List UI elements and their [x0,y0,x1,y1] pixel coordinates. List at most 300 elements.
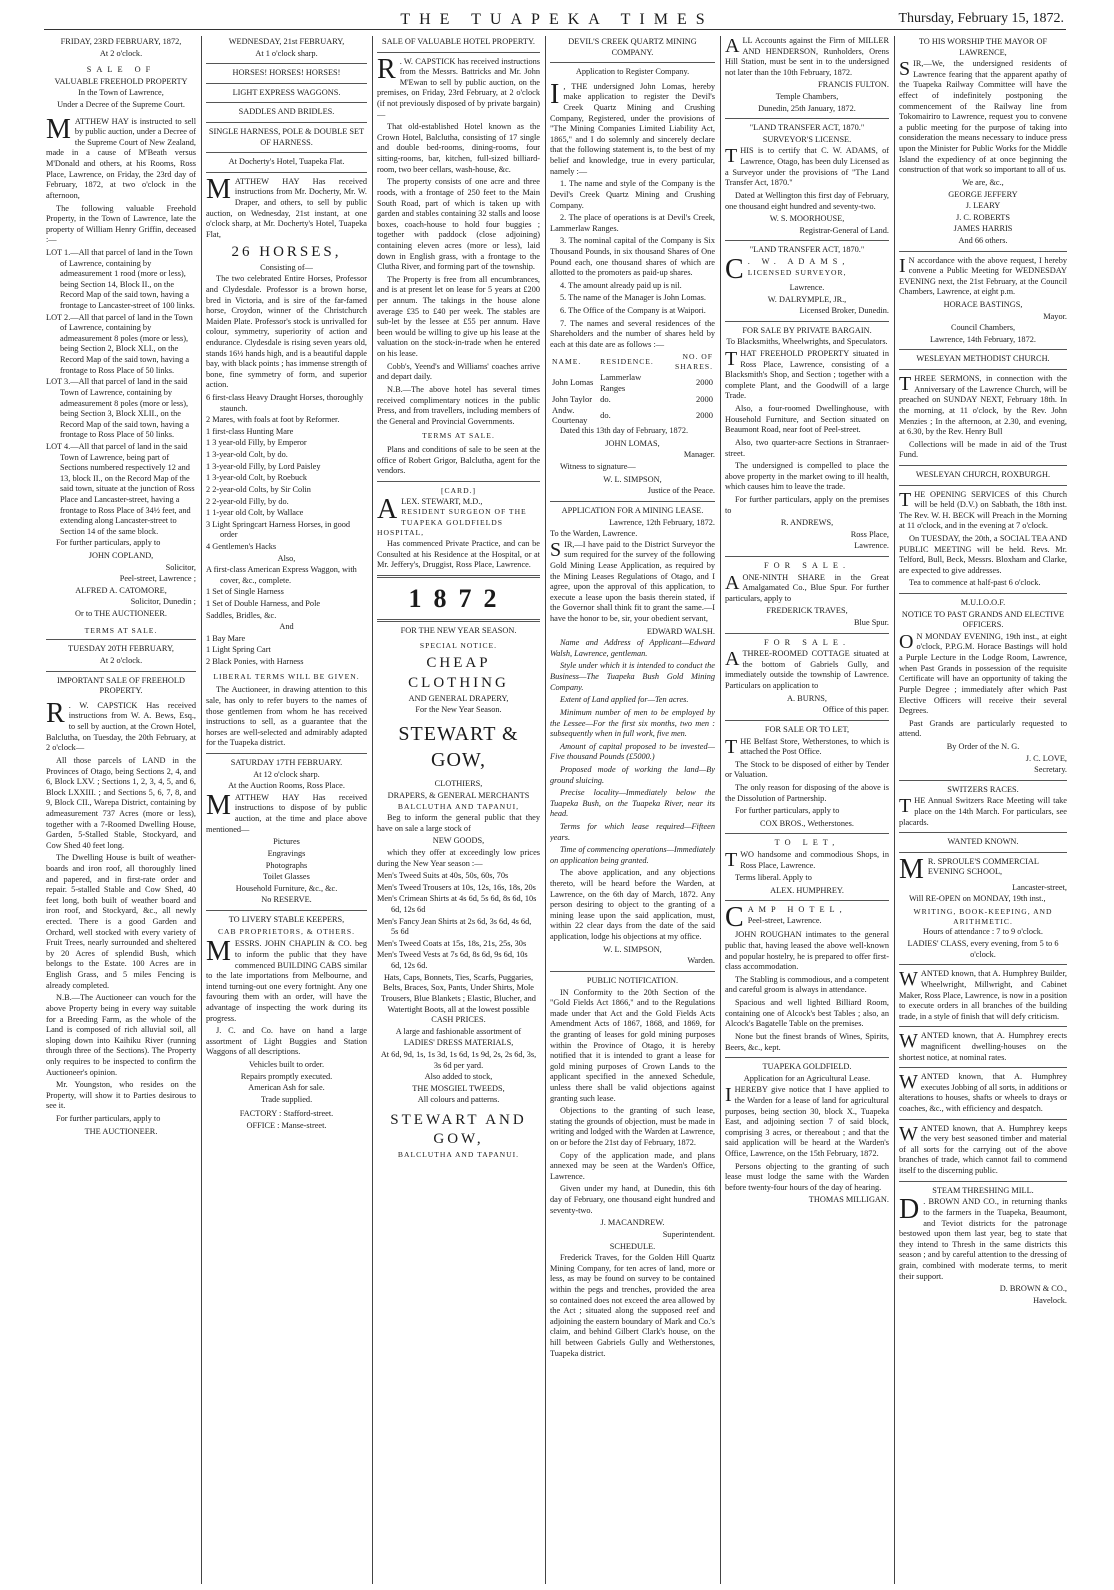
ad-title: LIGHT EXPRESS WAGGONS. [232,87,341,97]
table-header: NAME. [552,357,582,367]
ad-paragraph: LADIES' CLASS, every evening, from 5 to 6 o'clock. [907,939,1059,959]
doctor-name: LEX. STEWART, M.D., [401,496,483,506]
ad-divider [206,83,367,84]
table-row [550,372,715,394]
signatory-name: GEORGE JEFFERY [948,189,1018,199]
ad-signature: W. S. MOORHOUSE, [769,214,845,224]
column-divider [372,36,373,1584]
drop-cap: A [725,571,740,594]
table-cell: 2000 [696,393,713,404]
ad-address: Dunedin, 25th January, 1872. [758,103,856,113]
ad-subtitle: For the New Year Season. [415,705,502,715]
drop-cap: R [46,697,65,729]
list-item: 3 Light Springcart Harness Horses, in good order [206,519,351,540]
ad-subtitle: Consisting of— [260,262,313,272]
ad-address: Lancaster-street, [1012,882,1067,892]
ad-time: At 2 o'clock. [99,656,143,666]
ad-signature-title: Secretary. [1034,765,1067,775]
list-item: 6 first-class Heavy Draught Horses, thoroughly staunch. [206,393,364,413]
ad-divider [206,63,367,64]
ad-paragraph: By Order of the N. G. [946,741,1020,751]
ad-intro: THREE-ROOMED COTTAGE situated at the bottom of Gabriels Gully, and immediately outside the township of Lawrence. Particulars on application to [725,649,889,691]
ad-subtitle: AND GENERAL DRAPERY, [408,693,509,703]
drop-cap: T [725,735,738,758]
ad-intro: IR,—I have paid to the District Surveyor the sum required for the survey of the following Gold Mining Lease Application, as required by the Mining Leases Regulations of Otago, and I agree, upon the approval of this application, to execute a lease upon the basis therein stated, if the Governor shall think fit to grant the same.—I have the honor to be, sir, your obedient servant, [550,539,715,624]
signatory-name: JAMES HARRIS [953,224,1013,234]
ad-divider [899,780,1067,781]
contact-name: Or to THE AUCTIONEER. [74,609,168,619]
drop-cap: W [899,1122,918,1145]
ad-intro: HE OPENING SERVICES of this Church will be held (D.V.) on Sabbath, the 18th inst. The Rev. W. H. BECK will Preach in the Morning at 11 o'clock, and in the evening at 7 o'clock. [899,489,1067,531]
lease-detail: Name and Address of Applicant—Edward Walsh, Lawrence, gentleman. [550,638,715,658]
ad-paragraph: Dated this 13th day of February, 1872. [560,426,689,436]
lot-item: LOT 3.—All that parcel of land in the said Town of Lawrence, containing by admeasurement 8 poles (more or less), being Section 3, Block XLII., on the Record Map of the said town, having a frontage to Ross Place of 50 links. [46,377,190,440]
ad-date: Lawrence, 12th February, 1872. [609,517,715,527]
ad-title: "LAND TRANSFER ACT, 1870." [749,245,865,255]
service-line: American Ash for sale. [248,1083,325,1093]
ad-paragraph: For further particulars, apply to [735,806,840,816]
ad-paragraph: None but the finest brands of Wines, Spirits, Beers, &c., kept. [725,1031,889,1052]
column-3 [377,36,540,1584]
ad-divider [377,481,540,482]
table-cell: 2000 [696,377,713,388]
ad-paragraph: The following valuable Freehold Property, in the Town of Lawrence, late the property of William Henry Griffin, deceased :— [46,203,196,245]
list-item: 1 Set of Double Harness, and Pole [206,599,321,608]
ad-subtitle: SPECIAL NOTICE. [419,640,498,650]
list-item: Household Furniture, &c., &c. [235,883,338,893]
ad-paragraph: The property consists of one acre and three roods, with a frontage of 250 feet to the Main South Road, part of which is taken up with garden and stables containing 32 stalls and loose boxes, coach-house to hold four buggies ; together with paddock (close adjoining) containing eleven acres (more or less), laid down in English grass, with a frontage to the Clutha River, and forming part of the township. [377,177,540,272]
ad-intro: WO handsome and commodious Shops, in Ross Place, Lawrence. [740,850,889,870]
drop-cap: A [725,648,740,671]
table-row [550,405,715,427]
store-name: STEWART & GOW, [398,723,519,771]
ad-signature: W. L. SIMPSON, [603,944,662,954]
ad-title: "LAND TRANSFER ACT, 1870." [749,123,865,133]
list-item: 1 3 year-old Filly, by Emperor [206,438,307,448]
list-item: 1 1-year old Colt, by Wallace [206,508,304,518]
ad-signature: W. L. SIMPSON, [603,474,662,484]
ad-divider [46,671,196,672]
ad-intro: ATTHEW HAY Has received instructions to dispose of by public auction, at the time and place above mentioned— [206,792,367,834]
ad-intro: ESSRS. JOHN CHAPLIN & CO. beg to inform the public that they have commenced BUILDING CABS similar to the late importations from Melbourne, and intend turning-out one every fortnight. Any one favouring them with an order, will have the advantage of inspecting the work during its progress. [206,939,367,1023]
column-6 [899,36,1067,1584]
ad-address: Lawrence. [789,282,825,292]
lot-item: LOT 2.—All that parcel of land in the Town of Lawrence, containing by admeasurement 8 poles (more or less), being Section 2, Block XLI., on the Record Map of the said town, having a frontage to Ross Place of 50 links. [46,312,193,375]
ad-title: NOTICE TO PAST GRANDS AND ELECTIVE OFFICERS. [901,609,1065,630]
ad-paragraph: Also added to stock, [424,1072,493,1082]
ad-intro: IR,—We, the undersigned residents of Lawrence fearing that the apparent apathy of the Tuapeka Railway Committee will have the effect of indefinitely postponing the commencement of the Railway line from Tokomairiro to Lawrence, request you to convene a public meeting for the purpose of taking into consideration the means necessary to induce press upon the Minister for Public Works for the Middle Island the expediency of at once beginning the construction of that work so important to all of us. [899,59,1067,175]
ad-title: APPLICATION FOR A MINING LEASE. [561,505,704,515]
ad-subtitle: CLOTHIERS, [434,779,483,789]
ad-paragraph: And 66 others. [958,235,1008,245]
ad-paragraph: Copy of the application made, and plans annexed may be seen at the Warden's Office, Lawrence. [550,1150,715,1181]
table-cell: Andw. Courtenay [552,404,588,426]
ad-title: SCHEDULE. [609,1241,656,1251]
ad-signature: COX BROS., Wetherstones. [760,818,854,828]
year-banner: 1872 [408,583,509,613]
broker-title: Licensed Broker, Dunedin. [799,306,889,316]
price-item: Men's Tweed Suits at 40s, 50s, 60s, 70s [377,871,509,881]
ad-intro: . BROWN AND CO., in returning thanks to the farmers in the Tuapeka, Beaumont, and Teviot districts for the patronage bestowed upon them last year, beg to state that they intend to Thresh in the same districts this season ; and by careful attention to the dressing of grain, combined with moderate terms, to merit their support. [899,1197,1067,1281]
ad-signature-title: Mayor. [1043,311,1067,321]
ad-title: SURVEYOR'S LICENSE. [762,134,852,144]
drop-cap: M [899,856,924,882]
ad-divider [899,852,1067,853]
drop-cap: C [725,256,744,282]
ad-address: To the Warden, Lawrence. [550,529,638,539]
ad-title: FOR SALE OR TO LET, [764,724,850,734]
ad-intro: ATTHEW HAY Has received instructions from Mr. Docherty, Mr. W. Draper, and others, to sell by public auction, on Wednesday, 21st instant, at one o'clock sharp, at Mr. Docherty's Hotel, Tuapeka Flat, [206,176,367,239]
ad-divider [899,1026,1067,1027]
ad-signature: THOMAS MILLIGAN. [808,1195,889,1205]
drop-cap: T [899,795,912,818]
hotel-name: AMP HOTEL, [747,905,847,915]
table-cell: John Taylor [552,393,593,404]
list-item: Engravings [267,848,306,858]
ad-paragraph: JOHN ROUGHAN intimates to the general public that, having leased the above well-known and popular hostelry, he is prepared to offer first-class accommodation. [725,930,889,972]
drop-cap: O [899,630,914,653]
lease-detail: Amount of capital proposed to be invested—Five thousand Pounds (£5000.) [550,741,715,762]
ad-paragraph: The Stock to be disposed of either by Tender or Valuation. [725,759,889,780]
wanted-notice: ANTED known, that A. Humphrey keeps the very best seasoned timber and material of all sorts for the carrying out of the above branches of trade, which cannot fail to commend itself to the discerning public. [899,1123,1067,1176]
table-header: NO. OF SHARES. [674,352,713,372]
ad-paragraph: Objections to the granting of such lease, stating the grounds of objection, must be made in writing and lodged with the Warden at Lawrence, on or before the 21st day of February, 1872. [550,1106,715,1148]
list-item: 1 Light Spring Cart [206,645,271,655]
drop-cap: W [899,1030,918,1053]
table-row [550,394,715,405]
ad-title: FOR SALE BY PRIVATE BARGAIN. [742,325,872,335]
ad-paragraph: which they offer at exceedingly low prices during the New Year season :— [377,848,540,868]
lease-detail: Terms for which lease required—Fifteen years. [550,821,715,842]
ad-divider [725,720,889,721]
ad-paragraph: The only reason for disposing of the above is the Dissolution of Partnership. [725,782,889,803]
drop-cap: T [725,348,738,371]
ad-intro: HAT FREEHOLD PROPERTY situated in Ross Place, Lawrence, consisting of a Blacksmith's Shop, and Section ; together with a complete Plant, and the Goodwill of a large Trade. [725,349,889,401]
ad-divider [377,52,540,53]
drop-cap: T [725,849,738,871]
contact-detail: Solicitor, Dunedin ; [130,597,196,607]
ad-title: DEVIL'S CREEK QUARTZ MINING COMPANY. [568,37,697,57]
drop-cap: I [725,1084,732,1107]
contact-name: JOHN COPLAND, [88,551,154,561]
ad-title: NEW GOODS, [432,836,485,846]
masthead-rule [44,29,1066,30]
ad-divider [206,753,367,754]
ad-title: M.U.I.O.O.F. [960,598,1006,608]
ad-paragraph: For further particulars, apply to [56,1114,161,1123]
ad-divider [899,1067,1067,1068]
column-divider [201,36,202,1584]
ad-signature: R. ANDREWS, [780,518,834,528]
ad-intro: ATTHEW HAY is instructed to sell by public auction, under a Decree of the Supreme Court of New Zealand, made in a cause of M'Beath versus M'Donald and others, at his Rooms, Ross Place, Lawrence, on Friday, the 23rd day of February, 1872, at two o'clock in the afternoon, [46,116,196,200]
ad-signature: A. BURNS, [787,693,827,703]
list-item: Pictures [273,837,300,847]
drop-cap: A [725,36,740,57]
ad-intro: . W. CAPSTICK has received instructions from the Messrs. Battricks and Mr. John M'Ewan to sell by public auction, on the premises, on Friday, 23rd February, at 2 o'clock (if not previously disposed of by private bargain)— [377,56,540,119]
newspaper-title: THE TUAPEKA TIMES [400,11,714,28]
ad-divider [550,971,715,972]
ad-title: 26 HORSES, [231,243,342,260]
drop-cap: W [899,1071,918,1094]
ad-paragraph: At 6d, 9d, 1s, 1s 3d, 1s 6d, 1s 9d, 2s, 2s 6d, 3s, 3s 6d per yard. [380,1049,537,1070]
ad-paragraph: On TUESDAY, the 20th, a SOCIAL TEA AND PUBLIC MEETING will be held. Revs. Mr. Telford, Bull, Beck, Messrs. Bloxham and Clarke, are expected to give addresses. [899,533,1067,575]
list-item: Saddles, Bridles, &c. [206,610,277,620]
ad-time: At 12 o'clock sharp. [253,769,320,779]
ad-subtitle: WRITING, BOOK-KEEPING, AND ARITHMETIC. [913,907,1053,926]
ad-paragraph: Hours of attendance : 7 to 9 o'clock. [923,927,1043,937]
drop-cap: T [725,145,738,168]
drop-cap: M [206,936,231,968]
ad-divider [899,1119,1067,1120]
service-line: Vehicles built to order. [248,1059,325,1069]
ad-paragraph: A large and fashionable assortment of [395,1026,522,1036]
ad-divider [899,485,1067,486]
hotel-address: Peel-street, Lawrence. [747,916,822,926]
ad-paragraph: All colours and patterns. [417,1095,500,1105]
list-item: 1 3-year-old Colt, by do. [206,450,288,460]
ad-heading: FRIDAY, 23RD FEBRUARY, 1872, [60,37,182,46]
ad-signature: FRANCIS FULTON. [817,80,889,90]
ad-address: Temple Chambers, [775,92,839,102]
ad-divider [206,102,367,103]
table-header: RESIDENCE. [600,357,654,367]
table-cell: John Lomas [552,377,594,388]
price-item: Men's Crimean Shirts at 4s 6d, 5s 6d, 8s 6d, 10s 6d, 12s 6d [377,894,537,915]
ad-intro: HE Belfast Store, Wetherstones, to which is attached the Post Office. [740,736,889,757]
ad-intro: . W. CAPSTICK Has received instructions from W. A. Bews, Esq., to sell by auction, at the Crown Hotel, Balclutha, on Tuesday, the 20th February, at 2 o'clock— [46,700,196,753]
ad-signature-title: Manager. [683,450,715,460]
list-item: Toilet Glasses [263,872,310,882]
drop-cap: A [377,496,398,525]
list-item: 1. The name and style of the Company is the Devil's Creek Quartz Mining and Crushing Company. [550,179,715,210]
drop-cap: R [377,53,396,85]
ad-title: TO LIVERY STABLE KEEPERS, [228,914,345,924]
ad-paragraph: N.B.—The Auctioneer can vouch for the above Property being in every way suitable for a Breeding Farm, as the whole of the Land is composed of rich alluvial soil, all sloping down into Kaihiku River (running through three of the Sections). The Property only requires to be inspected to confirm the Auctioneer's opinion. [46,993,196,1077]
card-label: [CARD.] [440,485,477,495]
lease-detail: Proposed mode of working the land—By ground sluicing. [550,764,715,785]
ad-signature: THE AUCTIONEER. [84,1126,158,1136]
ad-divider [377,619,540,622]
ad-paragraph: Witness to signature— [560,462,636,472]
list-item: 2 2-year-old Colts, by Sir Colin [206,484,311,494]
ad-paragraph: The undersigned is compelled to place the above property in the market owing to ill health, which causes him to leave the trade. [725,461,889,492]
terms-note: TERMS AT SALE. [84,625,158,635]
ad-title: HORSES! HORSES! HORSES! [232,68,341,78]
column-2 [206,36,367,1584]
drop-cap: S [899,58,911,81]
table-cell: Lammerlaw Ranges [600,371,642,393]
lot-item: LOT 1.—All that parcel of land in the Town of Lawrence, containing by admeasurement 1 rood (more or less), being Section 14, Block II., on the Record Map of the said town, having a frontage to Lancaster-street of 100 links. [46,247,195,311]
ad-divider [725,240,889,241]
list-item: 2 Black Ponies, with Harness [206,657,304,667]
ad-paragraph: Spacious and well lighted Billiard Room, containing one of Alcock's best Tables ; also, an Alcock's Bagatelle Table on the premises. [725,998,889,1029]
ad-title: SALE OF [86,65,156,75]
ad-title: FOR SALE. [763,637,851,647]
ad-title: WESLEYAN CHURCH, ROXBURGH. [915,469,1051,479]
ad-paragraph: Terms liberal. Apply to [735,873,812,883]
ad-intro: HREE SERMONS, in connection with the Anniversary of the Lawrence Church, will be preached on SUNDAY NEXT, February 18th. In the morning, at 11 o'clock, by the Rev. John Menzies ; In the afternoon, at 2.30, and evening, at 6.30, by the Rev. Henry Bull [899,374,1067,437]
ad-intro: N MONDAY EVENING, 19th inst., at eight o'clock, P.P.G.M. Horace Bastings will hold a Purple Lecture in the Lodge Room, Lawrence, when Past Grands in possession of the requisite Certificate will have an opportunity of taking the Purple Degree ; immediately after which Past Elective Officers will receive their several Degrees. [899,631,1067,716]
ad-divider [206,172,367,173]
ad-subtitle: And [279,622,294,632]
ad-paragraph: Cobb's, Yeend's and Williams' coaches arrive and depart daily. [377,361,540,382]
ad-title: FOR THE NEW YEAR SEASON. [400,626,517,636]
ad-paragraph: Also, a four-roomed Dwellinghouse, with Household Furniture, and Section situated on Beaumont Road, near foot of Peel-street. [725,404,889,435]
ad-title: SINGLE HARNESS, POLE & DOUBLE SET OF HARNESS. [208,127,365,147]
ad-divider [899,593,1067,594]
ad-title: VALUABLE FREEHOLD PROPERTY [54,76,188,86]
column-divider [545,36,546,1584]
ad-divider [377,575,540,578]
ad-subtitle: At the Auction Rooms, Ross Place. [228,781,345,791]
column-4 [550,36,715,1584]
ad-subtitle: Application to Register Company. [575,67,690,77]
ad-divider [206,910,367,911]
ad-paragraph: Persons objecting to the granting of such lease must lodge the same with the Warden before twenty-four hours of the day of hearing. [725,1161,889,1192]
list-item: 1 Set of Single Harness [206,587,284,597]
ad-paragraph: Tea to commence at half-past 6 o'clock. [909,578,1041,588]
drop-cap: M [46,113,71,145]
doctor-title: RESIDENT SURGEON OF THE TUAPEKA GOLDFIELDS HOSPITAL, [377,507,527,538]
ad-paragraph: Mr. Youngston, who resides on the Property, will show it to Parties desirous to see it. [46,1080,196,1111]
list-item: A first-class American Express Waggon, with cover, &c., complete. [206,565,357,585]
school-name: R. SPROULE'S COMMERCIAL EVENING SCHOOL, [927,856,1039,877]
drop-cap: W [899,968,918,991]
ad-title: WESLEYAN METHODIST CHURCH. [916,354,1050,364]
ad-time: At 1 o'clock sharp. [255,48,318,58]
ad-title: IMPORTANT SALE OF FREEHOLD PROPERTY. [57,675,185,696]
drop-cap: D [899,1194,920,1226]
ad-paragraph: Has commenced Private Practice, and can be Consulted at his Residence at the Hospital, or at Mr. Jeffery's, Druggist, Ross Place, Lawrence. [377,539,540,570]
ad-subtitle: Application for an Agricultural Lease. [743,1073,871,1083]
ad-signature-title: Blue Spur. [853,618,889,628]
ad-paragraph: Past Grands are particularly requested to attend. [899,718,1067,739]
ad-signature-title: Warden. [687,956,715,966]
ad-signature: EDWARD WALSH. [646,626,715,636]
ad-intro: ONE-NINTH SHARE in the Great Amalgamated Co., Blue Spur. For further particulars, apply to [725,572,889,603]
list-item: 1 3-year-old Filly, by Lord Paisley [206,461,321,471]
ad-divider [725,321,889,322]
ad-divider [206,152,367,153]
ad-divider [725,556,889,557]
service-line: Trade supplied. [260,1094,313,1104]
ad-divider [899,964,1067,965]
ad-divider [899,1181,1067,1182]
wanted-notice: ANTED known, that A. Humphrey Builder, Wheelwright, Millwright, and Cabinet Maker, Ross Place, Lawrence, is now in a position to execute orders in all branches of the building trade, in a style of finish that will defy criticism. [899,969,1067,1021]
ad-time: At 2 o'clock. [99,48,143,58]
ad-paragraph: Also, two quarter-acre Sections in Stranraer-street. [725,437,889,458]
ad-paragraph: Collections will be made in aid of the Trust Fund. [899,439,1067,460]
ad-divider [725,633,889,634]
ad-divider [899,349,1067,350]
ad-intro: , THE undersigned John Lomas, hereby make application to register the Devil's Creek Quartz Mining and Crushing Company, Registered, under the provisions of "The Mining Companies Limited Liability Act, 1865," and I do solemnly and sincerely declare that the following statement is, to the best of my belief and knowledge, true in every particular, namely :— [550,81,715,176]
list-item: 5. The name of the Manager is John Lomas. [560,293,706,303]
ad-signature-title: Justice of the Peace. [647,486,715,496]
ad-divider [550,62,715,63]
list-item: 1 first-class Hunting Mare [206,426,294,436]
address-line: FACTORY : Stafford-street. [239,1109,334,1119]
lease-detail: Extent of Land applied for—Ten acres. [560,695,689,705]
ad-divider [899,465,1067,466]
list-item: 4 Gentlemen's Hacks [206,541,277,551]
ad-paragraph: We are, &c., [962,177,1004,187]
ad-title: SWITZERS RACES. [947,784,1019,794]
address-line: OFFICE : Manse-street. [246,1121,327,1131]
ad-title: SADDLES AND BRIDLES. [238,107,335,117]
list-item: 3. The nominal capital of the Company is Six Thousand Pounds, in six thousand Shares of One Pound each, one thousand shares of which are allotted to the promoters as paid-up shares. [550,236,715,278]
ad-paragraph: The above application, and any objections thereto, will be heard before the Warden, at Lawrence, on the 6th day of March, 1872. Any person desiring to object to the granting of a mining lease upon the said application, must, within 22 clear days from the date of the said application, lodge his objections at my office. [550,868,715,942]
ad-paragraph: Given under my hand, at Dunedin, this 6th day of February, one thousand eight hundred and seventy-two. [550,1184,715,1215]
lease-detail: Style under which it is intended to conduct the Business—The Tuapeka Bush Gold Mining Company. [550,661,715,692]
ad-divider [725,1057,889,1058]
ad-signature: ALEX. HUMPHREY. [770,885,844,895]
ad-title: PUBLIC NOTIFICATION. [586,975,679,985]
ad-intro: LL Accounts against the Firm of MILLER AND HENDERSON, Runholders, Orens Hill Station, must be sent in to the undersigned not later than the 10th February, 1872. [725,36,889,77]
contact-name: ALFRED A. CATOMORE, [75,585,167,595]
ad-title: FOR SALE. [763,560,851,570]
ad-signature: HORACE BASTINGS, [943,300,1023,310]
ad-signature: J. C. LOVE, [1025,753,1067,763]
ad-paragraph: N.B.—The above hotel has several times received complimentary notices in the public Press, and from travellers, including members of the General and Provincial Governments. [377,384,540,426]
drop-cap: M [206,173,231,205]
ad-heading: TUESDAY 20TH FEBRUARY, [68,644,174,654]
drop-cap: I [899,254,906,277]
ad-paragraph: For further particulars, apply to [56,538,161,548]
ad-subtitle: BALCLUTHA AND TAPANUI, [397,802,520,812]
column-divider [720,36,721,1584]
ad-heading: WEDNESDAY, 21st FEBRUARY, [228,37,345,46]
list-item: 1 3-year-old Colt, by Roebuck [206,473,307,483]
wanted-notice: ANTED known, that A. Humphrey executes Jobbing of all sorts, in additions or alterations to houses, shafts or wheels to drays or coaches, &c., with efficiency and despatch. [899,1072,1067,1114]
ad-divider [899,251,1067,252]
ad-title: TUAPEKA GOLDFIELD. [762,1062,852,1072]
drop-cap: T [899,373,912,396]
ad-divider [725,900,889,901]
drop-cap: S [550,538,562,561]
ad-paragraph: That old-established Hotel known as the Crown Hotel, Balclutha, consisting of 17 single and double bed-rooms, dining-rooms, four sitting-rooms, bar, kitchen, full-sized billiard-room, two beer cellars, wash-house, &c. [377,122,540,174]
ad-heading: SATURDAY 17TH FEBRUARY. [230,758,343,768]
list-item: 6. The Office of the Company is at Waipori. [560,306,706,316]
ad-signature: FREDERICK TRAVES, [766,606,848,616]
ad-subtitle: BALCLUTHA AND TAPANUI. [397,1150,520,1160]
ad-paragraph: The Auctioneer, in drawing attention to this sale, has only to refer buyers to the names of those gentlemen from whom he has received instructions to sell, as a guarantee that the horses are well-selected and admirably adapted for the Tuapeka district. [206,685,367,748]
ad-intro: N accordance with the above request, I hereby convene a Public Meeting for WEDNESDAY EVENING next, the 21st February, at the Council Chambers, Lawrence, at eight p.m. [899,255,1067,297]
drop-cap: I [550,78,560,110]
ad-divider [206,122,367,123]
list-item: 7. The names and several residences of the Shareholders and the number of shares held by each at this date are as follows :— [550,318,715,349]
ad-signature-title: Lawrence. [854,541,889,551]
column-5 [725,36,889,1584]
price-item: Men's Tweed Trousers at 10s, 12s, 16s, 18s, 20s [377,882,536,892]
ad-title: THE MOSGIEL TWEEDS, [412,1083,505,1093]
lease-detail: Time of commencing operations—Immediately on application being granted. [550,845,715,865]
list-item: 1 Bay Mare [206,633,246,643]
ad-signature: J. MACANDREW. [600,1218,665,1228]
ad-signature-title: Ross Place, [850,529,889,539]
masthead [0,0,1114,32]
ad-title: STEAM THRESHING MILL. [932,1185,1034,1195]
signatory-name: J. LEARY [965,201,1001,211]
service-line: Repairs promptly executed. [240,1071,333,1081]
ad-intro: HIS is to certify that C. W. ADAMS, of Lawrence, Otago, has been duly Licensed as a Surveyor under the provisions of "The Land Transfer Act, 1870." [725,146,889,188]
column-divider [894,36,895,1584]
ad-subtitle: To Blacksmiths, Wheelwrights, and Speculators. [726,337,888,347]
ad-paragraph: IN Conformity to the 20th Section of the "Gold Fields Act 1866," and to the Regulations made under that Act and the Gold Fields Acts Amendment Acts of 1867, 1868, and 1869, for the granting of leases for gold mining purposes within the Province of Otago, it is hereby notified that it is intended to grant a lease for gold mining purposes of Crown Lands to the applicant specified in the annexed Schedule, unless there shall be valid objections against granting such lease. [550,987,715,1103]
ad-divider [725,833,889,834]
list-item: 2 Mares, with foals at foot by Reformer. [206,415,340,425]
ad-paragraph: Plans and conditions of sale to be seen at the office of Robert Grigor, Balclutha, agent for the vendors. [377,445,540,476]
contact-detail: Peel-street, Lawrence ; [119,574,196,584]
